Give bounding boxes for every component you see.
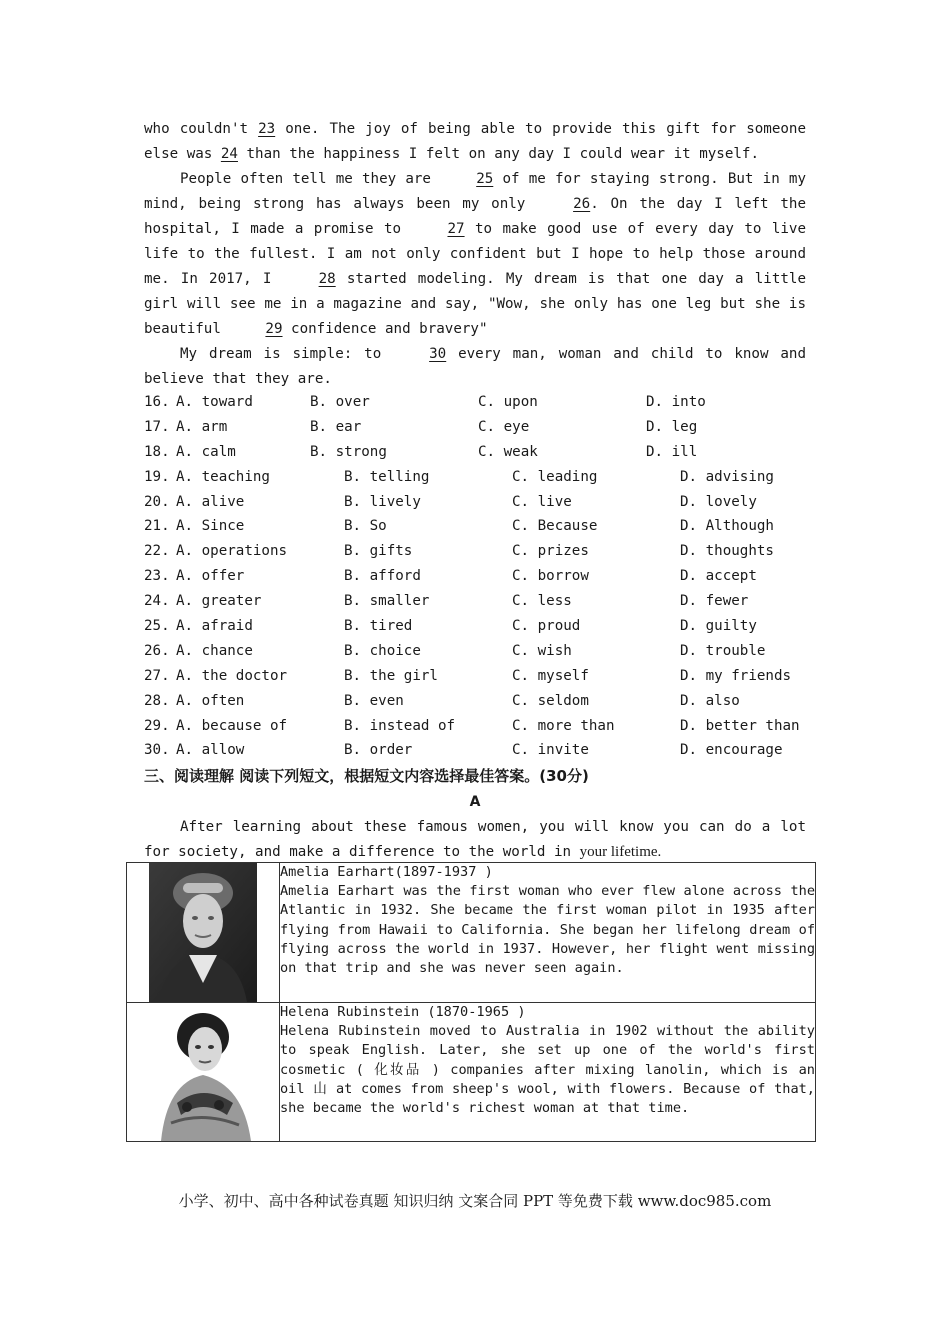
question-number: 26. [144, 642, 170, 659]
question-number: 19. [144, 468, 170, 485]
option-b: B. strong [310, 443, 387, 460]
option-b: B. gifts [344, 543, 413, 560]
photo-cell [127, 863, 280, 1003]
option-b: B. tired [344, 618, 413, 635]
option-row [144, 664, 844, 689]
reading-intro [144, 815, 806, 865]
option-row [144, 390, 844, 415]
passage-text: People often tell me they are [180, 171, 441, 187]
option-b: B. choice [344, 642, 421, 659]
option-row [144, 490, 844, 515]
blank-27: 27 [447, 221, 465, 237]
answer-options-list [144, 390, 844, 763]
option-c: C. weak [478, 443, 538, 460]
option-a: A. because of [176, 717, 288, 734]
option-c: C. wish [512, 642, 572, 659]
option-d: D. ill [646, 443, 698, 460]
question-number: 18. [144, 443, 170, 460]
blank-30: 30 [429, 346, 447, 362]
option-c: C. eye [478, 418, 530, 435]
passage-text: confidence and bravery" [282, 321, 488, 337]
option-row [144, 465, 844, 490]
option-a: A. often [176, 692, 245, 709]
option-row [144, 614, 844, 639]
question-number: 22. [144, 543, 170, 560]
option-a: A. greater [176, 593, 262, 610]
option-c: C. invite [512, 742, 589, 759]
passage-text: than the happiness I felt on any day I could wear it myself. [237, 146, 760, 162]
option-b: B. instead of [344, 717, 456, 734]
amelia-earhart-photo [149, 863, 257, 1002]
passage-text: My dream is simple: to [180, 346, 394, 362]
option-b: B. afford [344, 568, 421, 585]
option-row [144, 639, 844, 664]
option-a: A. toward [176, 394, 253, 410]
option-row [144, 440, 844, 465]
question-number: 28. [144, 692, 170, 709]
passage-text: one. The joy of being able to provide this gift for someone else was [144, 121, 806, 162]
option-c: C. myself [512, 667, 589, 684]
option-c: C. seldom [512, 692, 589, 709]
option-b: B. over [310, 394, 370, 410]
option-a: A. the doctor [176, 667, 288, 684]
option-row [144, 714, 844, 739]
option-b: B. telling [344, 468, 430, 485]
page-footer: 小学、初中、高中各种试卷真题 知识归纳 文案合同 PPT 等免费下载 www.doc985.com [178, 1192, 772, 1210]
woman-description [280, 1003, 816, 1142]
passage-text: to make good use of every day to live life to the fullest. I am not only confident but I hope to help those around me. In 2017, I [144, 221, 806, 287]
question-number: 25. [144, 618, 170, 635]
blank-26: 26 [573, 196, 591, 212]
option-a: A. arm [176, 418, 228, 435]
option-d: D. also [680, 692, 740, 709]
option-a: A. teaching [176, 468, 270, 485]
option-a: A. chance [176, 642, 253, 659]
question-number: 24. [144, 593, 170, 610]
option-d: D. encourage [680, 742, 783, 759]
option-row [144, 539, 844, 564]
option-a: A. allow [176, 742, 245, 759]
option-d: D. accept [680, 568, 757, 585]
passage-paragraph-3 [144, 342, 806, 392]
option-c: C. less [512, 593, 572, 610]
option-b: B. even [344, 692, 404, 709]
option-row [144, 514, 844, 539]
passage-text: started modeling. My dream is that one day a little girl will see me in a magazine and say, "Wow, she only has one leg but she is beautiful [144, 271, 807, 337]
option-a: A. Since [176, 518, 245, 535]
option-c: C. live [512, 493, 572, 510]
option-b: B. So [344, 518, 387, 535]
option-a: A. alive [176, 493, 245, 510]
option-row [144, 415, 844, 440]
woman-description [280, 863, 816, 1003]
option-b: B. order [344, 742, 413, 759]
passage-text: of me for staying strong. But in my mind, being strong has always been my only [144, 171, 807, 212]
option-row [144, 589, 844, 614]
option-a: A. offer [176, 568, 245, 585]
intro-text: After learning about these famous women, you will know you can do a lot for society, and make a difference to the world in [144, 819, 806, 860]
helena-rubinstein-photo [147, 1003, 259, 1141]
option-d: D. lovely [680, 493, 757, 510]
woman-name: Amelia Earhart(1897-1937 ) [280, 864, 493, 880]
option-d: D. fewer [680, 593, 749, 610]
option-d: D. leg [646, 418, 698, 435]
question-number: 27. [144, 667, 170, 684]
question-number: 16. [144, 394, 170, 410]
question-number: 29. [144, 717, 170, 734]
option-row [144, 738, 844, 763]
table-row [127, 863, 816, 1003]
passage-paragraph-1 [144, 117, 806, 167]
option-row [144, 564, 844, 589]
option-d: D. Although [680, 518, 774, 535]
woman-text: Helena Rubinstein moved to Australia in 1902 without the ability to speak English. Later, she set up one of the world's first cosmetic ( 化妆品 ) companies after mixing lanolin, which is an oil 山 at comes from sheep's wool, with flowers. Because of that, she became the world's richest woman at that time. [280, 1023, 815, 1117]
blank-24: 24 [220, 146, 238, 162]
option-b: B. lively [344, 493, 421, 510]
option-c: C. more than [512, 717, 615, 734]
blank-28: 28 [318, 271, 336, 287]
question-number: 17. [144, 418, 170, 435]
option-d: D. my friends [680, 667, 792, 684]
intro-text-end: your lifetime. [579, 844, 662, 860]
option-row [144, 689, 844, 714]
question-number: 23. [144, 568, 170, 585]
option-d: D. advising [680, 468, 774, 485]
option-d: D. guilty [680, 618, 757, 635]
passage-letter: A [469, 794, 481, 810]
option-c: C. borrow [512, 568, 589, 585]
question-number: 20. [144, 493, 170, 510]
option-a: A. calm [176, 443, 236, 460]
option-b: B. smaller [344, 593, 430, 610]
question-number: 30. [144, 742, 170, 759]
option-b: B. the girl [344, 667, 438, 684]
option-c: C. proud [512, 618, 581, 635]
woman-name: Helena Rubinstein (1870-1965 ) [280, 1004, 526, 1020]
blank-25: 25 [476, 171, 494, 187]
option-d: D. better than [680, 717, 800, 734]
passage-paragraph-2 [144, 167, 806, 342]
woman-text: Amelia Earhart was the first woman who ever flew alone across the Atlantic in 1932. She became the first woman pilot in 1935 after flying from Hawaii to California. She began her lifelong dream of flying across the world in 1937. However, her flight went missing on that trip and she was never seen again. [280, 883, 815, 977]
passage-text: who couldn't [144, 121, 259, 137]
option-d: D. into [646, 394, 706, 410]
option-c: C. leading [512, 468, 598, 485]
question-number: 21. [144, 518, 170, 535]
passage-text: every man, woman and child to know and believe that they are. [144, 346, 806, 387]
blank-23: 23 [258, 121, 276, 137]
option-b: B. ear [310, 418, 362, 435]
option-a: A. afraid [176, 618, 253, 635]
option-c: C. Because [512, 518, 598, 535]
famous-women-table [126, 862, 816, 1142]
option-a: A. operations [176, 543, 288, 560]
option-d: D. thoughts [680, 543, 774, 560]
option-c: C. upon [478, 394, 538, 410]
section-heading: 三、阅读理解 阅读下列短文，根据短文内容选择最佳答案。(30分) [144, 767, 589, 785]
option-c: C. prizes [512, 543, 589, 560]
table-row [127, 1003, 816, 1142]
blank-29: 29 [265, 321, 283, 337]
option-d: D. trouble [680, 642, 766, 659]
passage-text: . On the day I left the hospital, I made a promise to [144, 196, 806, 237]
photo-cell [127, 1003, 280, 1142]
